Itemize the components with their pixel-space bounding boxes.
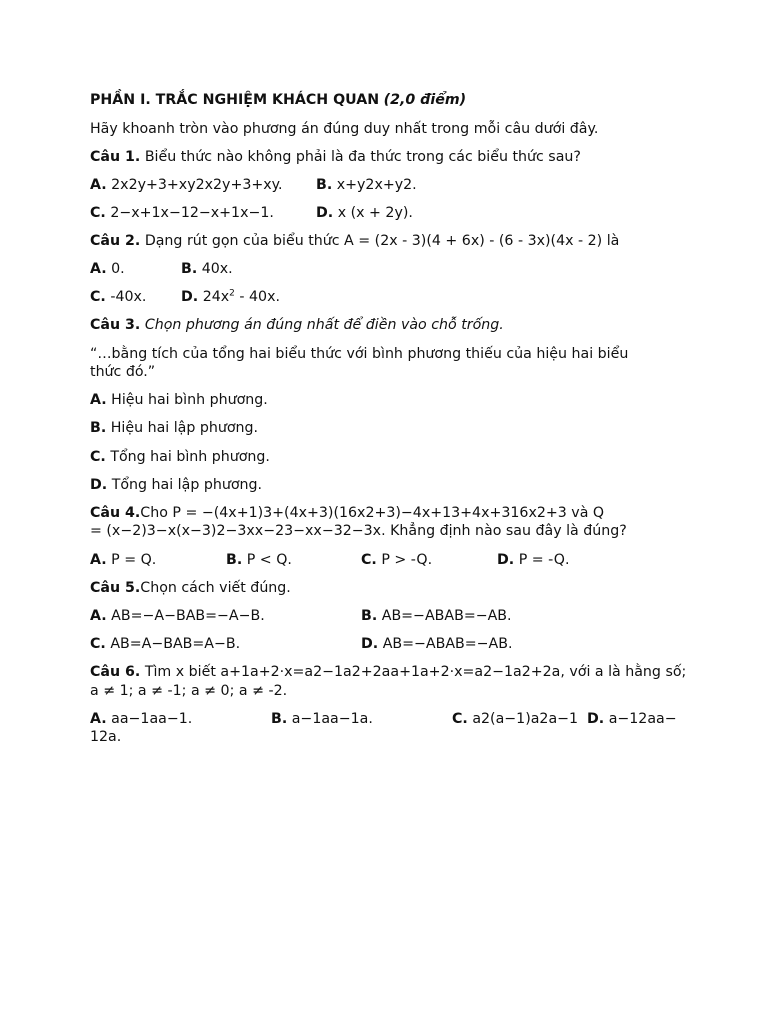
option-text: aa−1aa−1. (111, 711, 193, 727)
question-label: Câu 6. (90, 664, 141, 680)
q3-quote: “…bằng tích của tổng hai biểu thức với bình phương thiếu của hiệu hai biểu thức đó.” (90, 346, 629, 380)
question-text: Cho P = −(4x+1)3+(4x+3)(16x2+3)−4x+13+4x+316x2+3 và Q (140, 505, 605, 521)
option-key: C. (90, 289, 106, 305)
q3-option-d[interactable] (90, 476, 262, 494)
option-key: C. (90, 636, 106, 652)
question-1 (90, 148, 581, 166)
q6-option-a[interactable] (90, 710, 192, 728)
option-key: A. (90, 608, 107, 624)
q6-option-d-cont: 12a. (90, 729, 122, 745)
option-text: 2x2y+3+xy2x2y+3+xy. (111, 177, 283, 193)
option-key: A. (90, 392, 107, 408)
option-text: 0. (111, 261, 125, 277)
option-text: Hiệu hai bình phương. (111, 392, 268, 408)
q4-option-b[interactable] (226, 551, 292, 569)
instruction-text: Hãy khoanh tròn vào phương án đúng duy nhất trong mỗi câu dưới đây. (90, 121, 599, 137)
question-2 (90, 232, 619, 250)
option-key: C. (90, 449, 106, 465)
question-label: Câu 5. (90, 580, 141, 596)
q5-option-b[interactable] (361, 607, 512, 625)
option-text: x+y2x+y2. (336, 177, 417, 193)
option-text: AB=A−BAB=A−B. (110, 636, 241, 652)
option-key: A. (90, 711, 107, 727)
option-key: A. (90, 261, 107, 277)
question-label: Câu 3. (90, 317, 141, 333)
question-label: Câu 2. (90, 233, 141, 249)
question-3 (90, 316, 504, 334)
question-label: Câu 1. (90, 149, 141, 165)
q4-option-a[interactable] (90, 551, 156, 569)
option-text: P < Q. (246, 552, 292, 568)
option-text: 40x. (201, 261, 233, 277)
q6-option-c[interactable] (452, 710, 578, 728)
option-text: Tổng hai bình phương. (110, 449, 270, 465)
option-key: B. (226, 552, 243, 568)
question-4-cont: = (x−2)3−x(x−3)2−3xx−23−xx−32−3x. Khẳng định nào sau đây là đúng? (90, 523, 627, 539)
option-key: D. (316, 205, 334, 221)
question-label: Câu 4. (90, 505, 141, 521)
q5-option-d[interactable] (361, 635, 513, 653)
option-text: -40x. (110, 289, 147, 305)
question-6-cont: a ≠ 1; a ≠ -1; a ≠ 0; a ≠ -2. (90, 683, 288, 699)
q2-option-d[interactable] (181, 288, 280, 306)
option-key: C. (90, 205, 106, 221)
option-text: AB=−ABAB=−AB. (381, 608, 512, 624)
q2-option-a[interactable] (90, 260, 125, 278)
q3-option-a[interactable] (90, 391, 268, 409)
question-5 (90, 579, 291, 597)
option-key: B. (90, 420, 107, 436)
option-key: D. (587, 711, 605, 727)
option-key: B. (316, 177, 333, 193)
q6-option-b[interactable] (271, 710, 373, 728)
option-key: B. (361, 608, 378, 624)
q5-option-a[interactable] (90, 607, 265, 625)
option-text: Tổng hai lập phương. (111, 477, 263, 493)
q4-option-c[interactable] (361, 551, 432, 569)
option-text: P = Q. (111, 552, 157, 568)
question-text: Dạng rút gọn của biểu thức A = (2x - 3)(4 + 6x) - (6 - 3x)(4x - 2) là (144, 233, 620, 249)
option-text: x (x + 2y). (337, 205, 413, 221)
q1-option-d[interactable] (316, 204, 413, 222)
option-key: D. (361, 636, 379, 652)
question-text: Tìm x biết a+1a+2·x=a2−1a2+2aa+1a+2·x=a2−1a2+2a, với a là hằng số; (144, 664, 687, 680)
option-text: $24x^2 - 40x$. (202, 288, 280, 305)
option-key: C. (452, 711, 468, 727)
option-text: Hiệu hai lập phương. (110, 420, 259, 436)
q1-option-b[interactable] (316, 176, 417, 194)
question-text: Biểu thức nào không phải là đa thức trong các biểu thức sau? (144, 149, 581, 165)
option-key: B. (271, 711, 288, 727)
option-text: 2−x+1x−12−x+1x−1. (110, 205, 274, 221)
q2-option-c[interactable] (90, 288, 146, 306)
q5-option-c[interactable] (90, 635, 240, 653)
option-key: C. (361, 552, 377, 568)
q1-option-a[interactable] (90, 176, 283, 194)
option-text: AB=−ABAB=−AB. (382, 636, 513, 652)
q3-option-c[interactable] (90, 448, 270, 466)
section-title: PHẦN I. TRẮC NGHIỆM KHÁCH QUAN (90, 92, 380, 108)
option-text: a−1aa−1a. (291, 711, 373, 727)
q1-option-c[interactable] (90, 204, 274, 222)
option-key: A. (90, 177, 107, 193)
question-4 (90, 504, 604, 522)
option-text: P > -Q. (381, 552, 433, 568)
option-key: D. (497, 552, 515, 568)
question-6 (90, 663, 686, 681)
option-text: AB=−A−BAB=−A−B. (111, 608, 265, 624)
section-heading (90, 91, 466, 109)
question-text: Chọn cách viết đúng. (140, 580, 291, 596)
q3-option-b[interactable] (90, 419, 258, 437)
option-text: P = -Q. (518, 552, 570, 568)
option-key: B. (181, 261, 198, 277)
q2-option-b[interactable] (181, 260, 233, 278)
option-key: A. (90, 552, 107, 568)
option-key: D. (181, 289, 199, 305)
question-text: Chọn phương án đúng nhất để điền vào chỗ trống. (144, 317, 504, 333)
option-key: D. (90, 477, 108, 493)
q4-option-d[interactable] (497, 551, 569, 569)
q6-option-d[interactable] (587, 710, 677, 728)
option-text: a2(a−1)a2a−1 (472, 711, 579, 727)
option-text: a−12aa− (608, 711, 677, 727)
section-score: (2,0 điểm) (383, 92, 467, 108)
